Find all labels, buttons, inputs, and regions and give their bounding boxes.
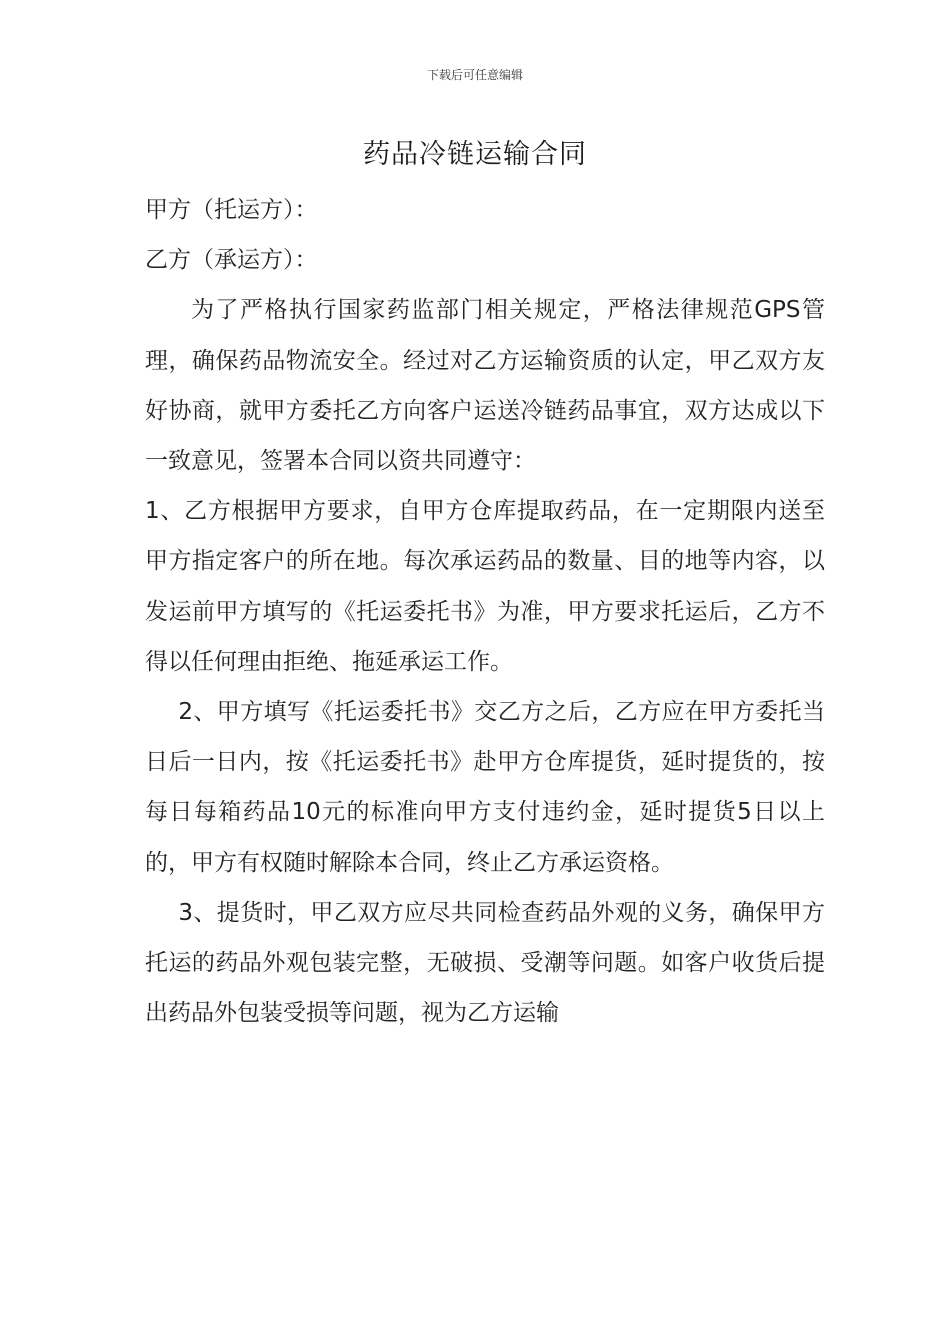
clause-3-paragraph: 3、提货时，甲乙双方应尽共同检查药品外观的义务，确保甲方托运的药品外观包装完整，无破损、受潮等问题。如客户收货后提出药品外包装受损等问题，视为乙方运输 — [145, 899, 825, 1027]
party-a-line: 甲方（托运方）： — [145, 197, 318, 223]
preamble-paragraph: 为了严格执行国家药监部门相关规定，严格法律规范GPS管理，确保药品物流安全。经过对乙方运输资质的认定，甲乙双方友好协商，就甲方委托乙方向客户运送冷链药品事宜，双方达成以下一致意见，签署本合同以资共同遵守： — [145, 297, 825, 475]
document-title: 药品冷链运输合同 — [363, 139, 587, 170]
clause-2-paragraph: 2、甲方填写《托运委托书》交乙方之后，乙方应在甲方委托当日后一日内，按《托运委托书》赴甲方仓库提货，延时提货的，按每日每箱药品10元的标准向甲方支付违约金，延时提货5日以上的，甲方有权随时解除本合同，终止乙方承运资格。 — [145, 699, 825, 876]
clause-1-paragraph: 1、乙方根据甲方要求，自甲方仓库提取药品，在一定期限内送至甲方指定客户的所在地。每次承运药品的数量、目的地等内容，以发运前甲方填写的《托运委托书》为准，甲方要求托运后，乙方不得以任何理由拒绝、拖延承运工作。 — [145, 498, 825, 675]
header-note: 下载后可任意编辑 — [426, 68, 523, 82]
document-body — [145, 185, 825, 1038]
party-b-line: 乙方（承运方）： — [145, 247, 318, 274]
